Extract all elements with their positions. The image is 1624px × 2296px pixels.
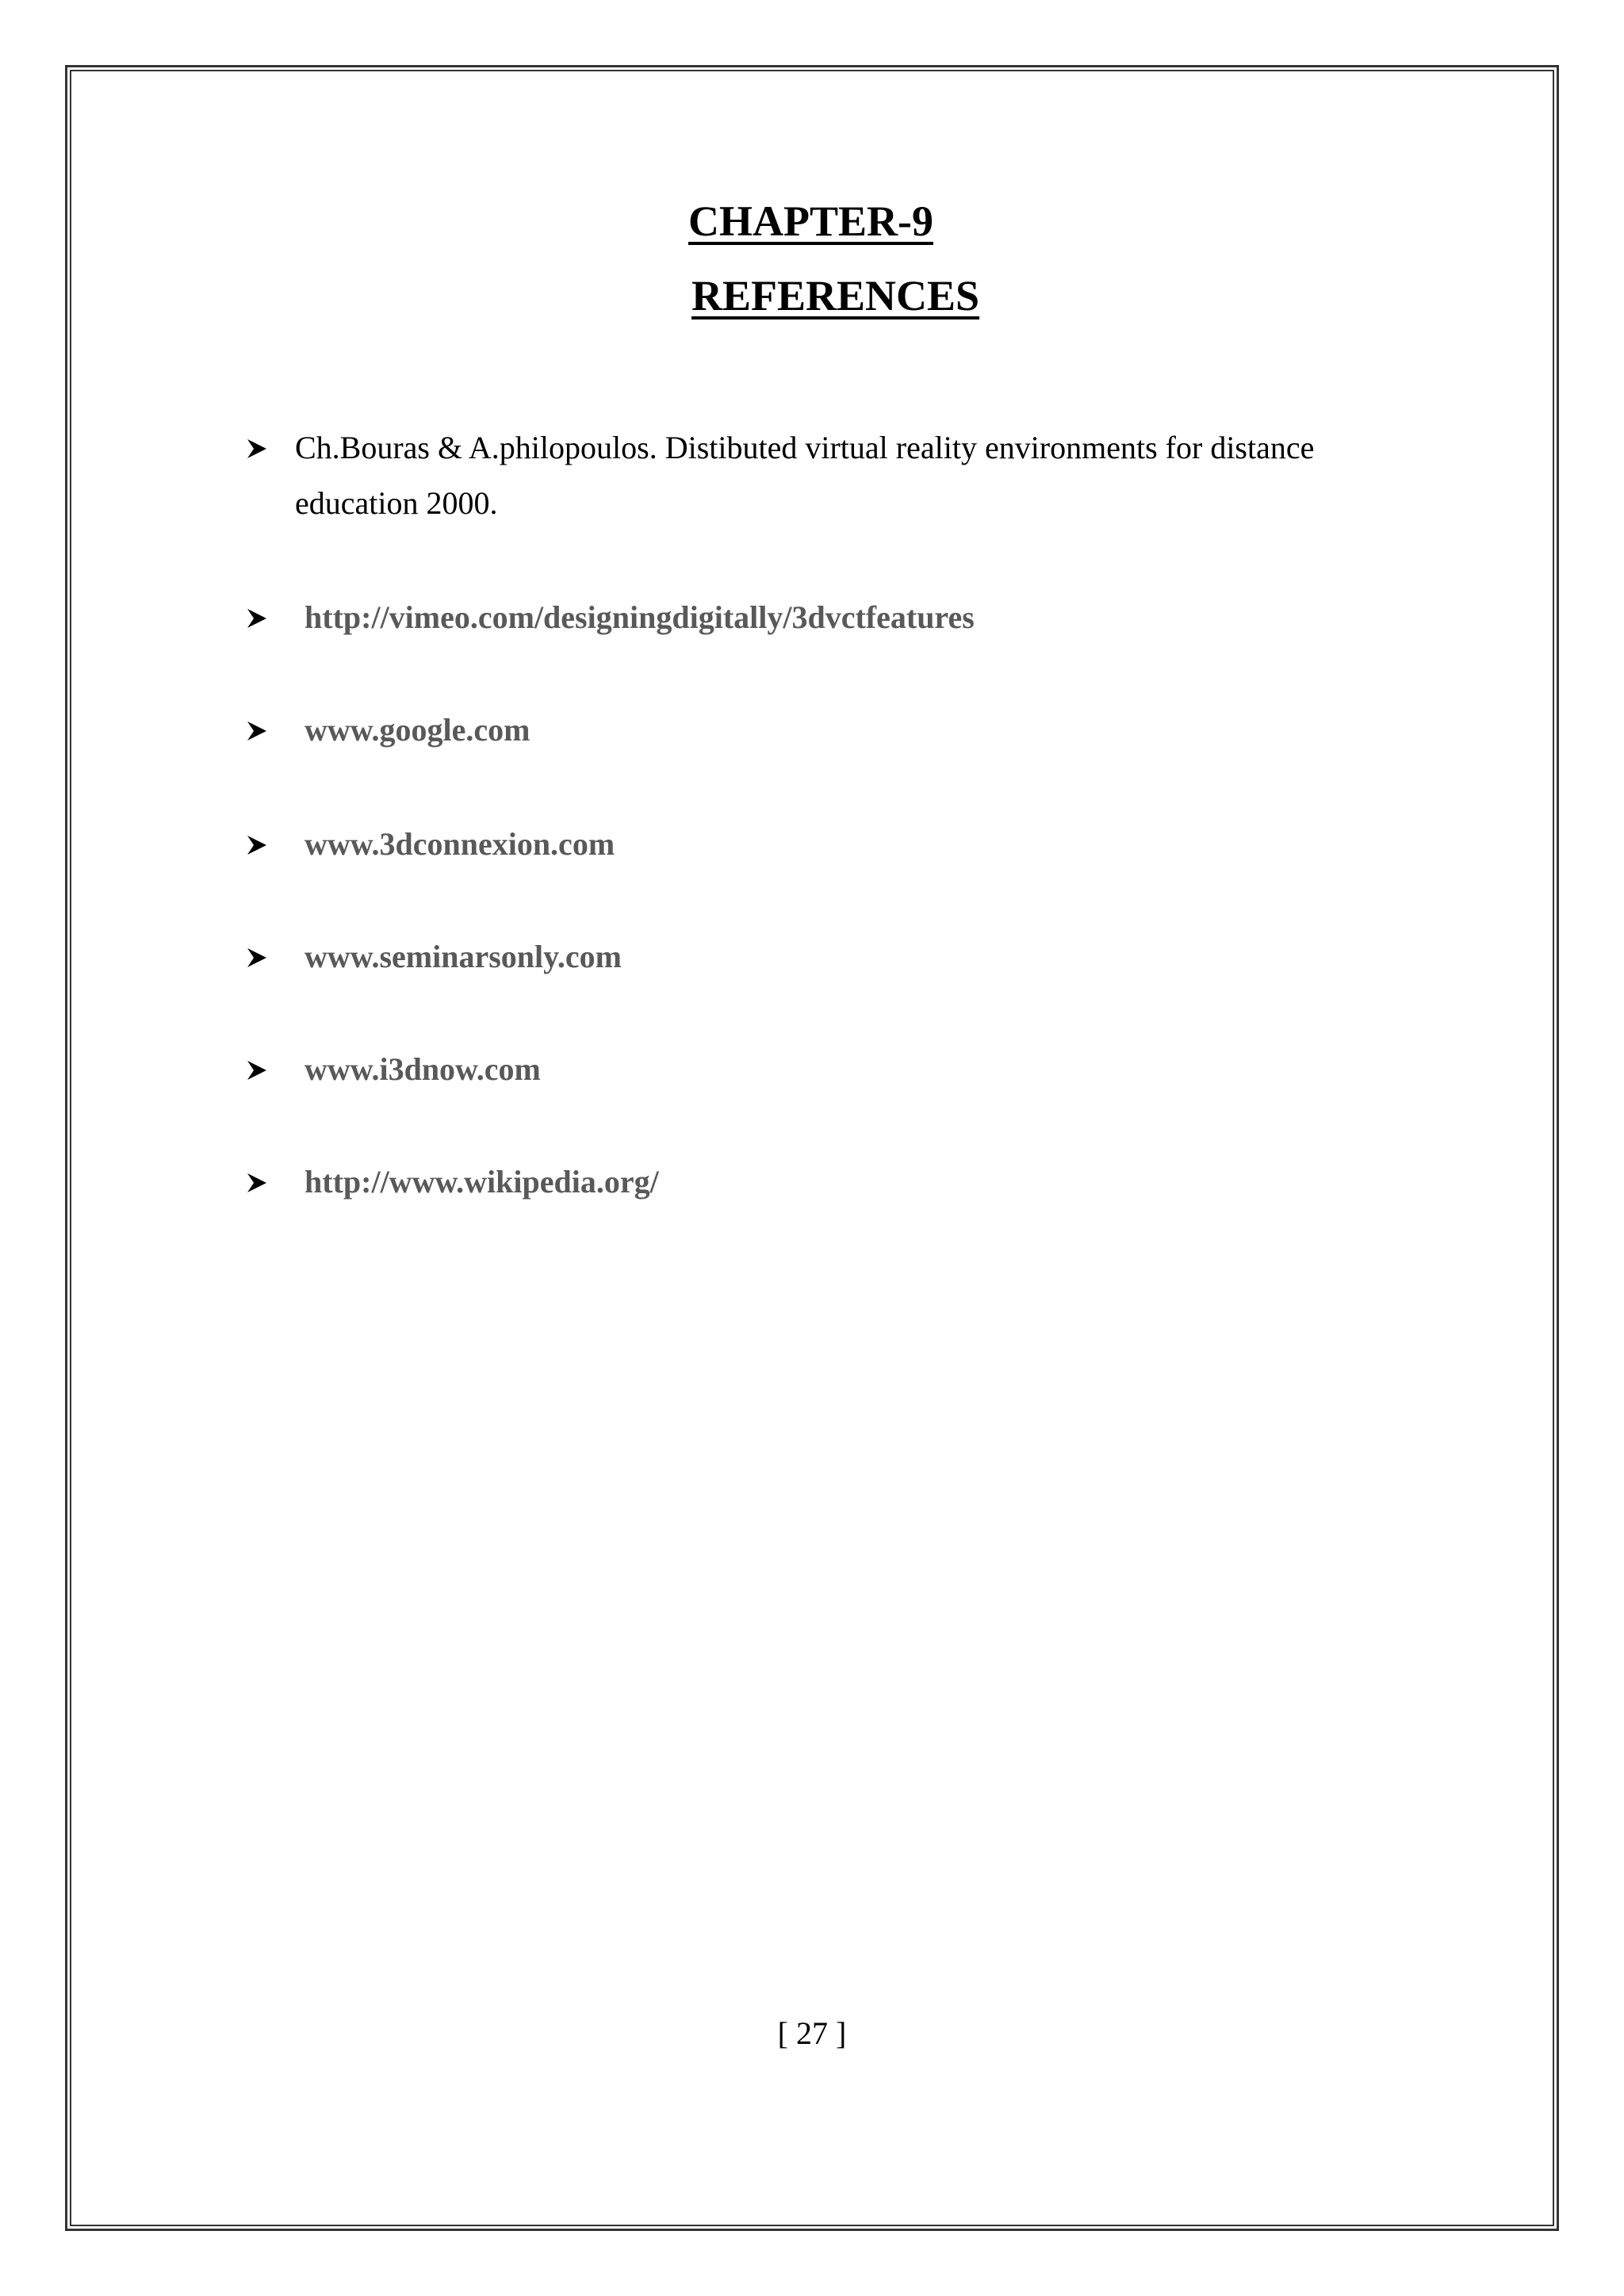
page-title: REFERENCES	[691, 272, 980, 320]
chapter-label: CHAPTER-9	[688, 197, 933, 245]
page-number: [ 27 ]	[777, 2015, 847, 2051]
page-border-inner	[70, 70, 1554, 2226]
reference-link-vimeo[interactable]: http://vimeo.com/designingdigitally/3dvctfeatures	[304, 599, 975, 635]
arrowhead-bullet-icon	[244, 702, 276, 758]
arrowhead-bullet-icon	[244, 817, 276, 872]
reference-link-i3dnow[interactable]: www.i3dnow.com	[304, 1051, 541, 1087]
arrowhead-bullet-icon	[244, 1042, 276, 1097]
reference-link-wikipedia[interactable]: http://www.wikipedia.org/	[304, 1164, 659, 1200]
reference-link-3dconnexion[interactable]: www.3dconnexion.com	[304, 826, 615, 862]
reference-text-line-1: Ch.Bouras & A.philopoulos. Distibuted virtual reality environments for distance	[295, 430, 1315, 465]
arrowhead-bullet-icon	[244, 590, 276, 645]
reference-link-seminarsonly[interactable]: www.seminarsonly.com	[304, 939, 622, 974]
reference-text-line-2: education 2000.	[295, 485, 498, 521]
reference-link-google[interactable]: www.google.com	[304, 712, 530, 748]
arrowhead-bullet-icon	[244, 1154, 276, 1210]
arrowhead-bullet-icon	[244, 929, 276, 985]
arrowhead-bullet-icon	[244, 420, 276, 476]
